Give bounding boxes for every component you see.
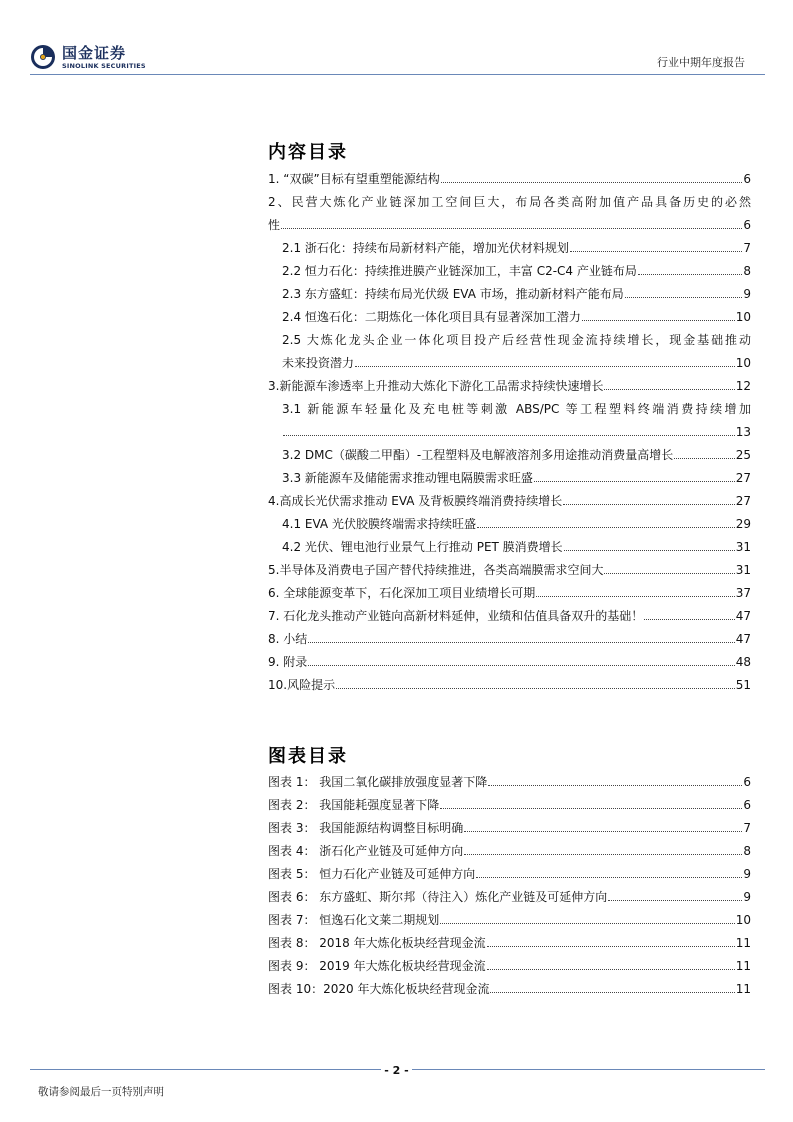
contents-entry[interactable]: [268, 193, 751, 239]
toc-entry-page[interactable]: 12: [735, 379, 751, 393]
contents-entry[interactable]: [268, 492, 751, 515]
dot-leader: [487, 945, 735, 947]
toc-entry-title: 10.风险提示: [268, 678, 336, 692]
page-header: [0, 0, 793, 80]
contents-entry[interactable]: [282, 285, 751, 308]
toc-entry-page[interactable]: 10: [735, 310, 751, 324]
toc-entry-page[interactable]: 7: [743, 241, 751, 255]
figure-entry[interactable]: [268, 934, 751, 957]
contents-entry[interactable]: [268, 170, 751, 193]
toc-entry-title: 2.1 浙石化：持续布局新材料产能，增加光伏材料规划: [282, 241, 569, 255]
contents-entry[interactable]: [282, 331, 751, 377]
dot-leader: [536, 595, 734, 597]
toc-entry-page[interactable]: 47: [735, 609, 751, 623]
company-logo: [30, 42, 190, 74]
contents-entry[interactable]: [282, 515, 751, 538]
toc-entry-title: 图表 1： 我国二氧化碳排放强度显著下降: [268, 775, 488, 789]
toc-entry-title: 2、民营大炼化产业链深加工空间巨大，布局各类高附加值产品具备历史的必然: [268, 195, 751, 209]
dot-leader: [582, 319, 735, 321]
toc-entry-title-continued: 性: [268, 218, 281, 232]
dot-leader: [355, 365, 735, 367]
page-number: - 2 -: [0, 1064, 793, 1077]
toc-entry-title: 3.1 新能源车轻量化及充电桩等刺激 ABS/PC 等工程塑料终端消费持续增加: [282, 402, 751, 416]
dot-leader: [534, 480, 735, 482]
toc-entry-title: 6. 全球能源变革下，石化深加工项目业绩增长可期: [268, 586, 536, 600]
dot-leader: [604, 572, 734, 574]
dot-leader: [440, 922, 734, 924]
contents-entry[interactable]: [282, 400, 751, 446]
contents-entry[interactable]: [282, 239, 751, 262]
toc-entry-title: 图表 3： 我国能源结构调整目标明确: [268, 821, 464, 835]
dot-leader: [464, 853, 742, 855]
toc-entry-title: 2.3 东方盛虹：持续布局光伏级 EVA 市场，推动新材料产能布局: [282, 287, 624, 301]
toc-entry-title: 2.5 大炼化龙头企业一体化项目投产后经营性现金流持续增长，现金基础推动: [282, 333, 751, 347]
dot-leader: [638, 273, 742, 275]
toc-entry-page[interactable]: 8: [743, 264, 751, 278]
toc-entry-title: 图表 9： 2019 年大炼化板块经营现金流: [268, 959, 486, 973]
toc-entry-page[interactable]: 47: [735, 632, 751, 646]
toc-entry-page[interactable]: 9: [743, 867, 751, 881]
dot-leader: [281, 227, 742, 229]
dot-leader: [308, 641, 734, 643]
toc-entry-title: 图表 4： 浙石化产业链及可延伸方向: [268, 844, 464, 858]
dot-leader: [487, 968, 735, 970]
contents-entry[interactable]: [282, 308, 751, 331]
dot-leader: [625, 296, 743, 298]
toc-entry-page[interactable]: 6: [743, 218, 751, 232]
figure-entry[interactable]: [268, 888, 751, 911]
toc-entry-page[interactable]: 48: [735, 655, 751, 669]
toc-entry-page[interactable]: 29: [735, 517, 751, 531]
dot-leader: [604, 388, 734, 390]
toc-entry-page[interactable]: 11: [735, 936, 751, 950]
dot-leader: [608, 899, 742, 901]
figure-entry[interactable]: [268, 796, 751, 819]
toc-entry-title: 图表 8： 2018 年大炼化板块经营现金流: [268, 936, 486, 950]
dot-leader: [476, 876, 742, 878]
dot-leader: [464, 830, 742, 832]
contents-title: 内容目录: [268, 142, 348, 163]
figure-entry[interactable]: [268, 865, 751, 888]
sinolink-logo-icon: [30, 44, 56, 70]
toc-entry-page[interactable]: 8: [743, 844, 751, 858]
report-type-label: 行业中期年度报告: [657, 56, 745, 69]
toc-entry-page[interactable]: 27: [735, 494, 751, 508]
figures-title: 图表目录: [268, 746, 348, 767]
contents-entry[interactable]: [282, 469, 751, 492]
toc-entry-page[interactable]: 6: [743, 172, 751, 186]
toc-entry-page[interactable]: 10: [735, 913, 751, 927]
toc-entry-page[interactable]: 9: [743, 890, 751, 904]
toc-entry-title: 9. 附录: [268, 655, 308, 669]
dot-leader: [308, 664, 734, 666]
contents-entry[interactable]: [268, 630, 751, 653]
logo-chinese-name: 国金证券: [62, 44, 127, 62]
toc-entry-title: 图表 2： 我国能耗强度显著下降: [268, 798, 440, 812]
toc-entry-title: 2.4 恒逸石化：二期炼化一体化项目具有显著深加工潜力: [282, 310, 581, 324]
dot-leader: [477, 526, 735, 528]
dot-leader: [336, 687, 735, 689]
toc-entry-page[interactable]: 9: [743, 287, 751, 301]
contents-entry[interactable]: [268, 607, 751, 630]
toc-entry-title: 3.3 新能源车及储能需求推动锂电隔膜需求旺盛: [282, 471, 533, 485]
toc-entry-title: 5.半导体及消费电子国产替代持续推进，各类高端膜需求空间大: [268, 563, 604, 577]
toc-entry-page[interactable]: 6: [743, 798, 751, 812]
toc-entry-page[interactable]: 31: [735, 540, 751, 554]
toc-entry-page[interactable]: 31: [735, 563, 751, 577]
contents-entry[interactable]: [268, 377, 751, 400]
dot-leader: [563, 503, 734, 505]
toc-entry-title: 4.2 光伏、锂电池行业景气上行推动 PET 膜消费增长: [282, 540, 563, 554]
toc-entry-page[interactable]: 10: [735, 356, 751, 370]
dot-leader: [564, 549, 735, 551]
toc-entry-page[interactable]: 6: [743, 775, 751, 789]
dot-leader: [283, 434, 735, 436]
dot-leader: [674, 457, 735, 459]
figure-entry[interactable]: [268, 957, 751, 980]
toc-entry-page[interactable]: 25: [735, 448, 751, 462]
toc-entry-title: 图表 10：2020 年大炼化板块经营现金流: [268, 982, 490, 996]
toc-entry-title: 8. 小结: [268, 632, 308, 646]
contents-entry[interactable]: [282, 446, 751, 469]
toc-entry-title: 4.1 EVA 光伏胶膜终端需求持续旺盛: [282, 517, 476, 531]
toc-entry-page[interactable]: 11: [735, 982, 751, 996]
toc-entry-title: 3.新能源车渗透率上升推动大炼化下游化工品需求持续快速增长: [268, 379, 604, 393]
figure-entry[interactable]: [268, 911, 751, 934]
toc-entry-title: 2.2 恒力石化：持续推进膜产业链深加工，丰富 C2-C4 产业链布局: [282, 264, 637, 278]
toc-entry-title: 7. 石化龙头推动产业链向高新材料延伸，业绩和估值具备双升的基础！: [268, 609, 644, 623]
toc-entry-title: 图表 7： 恒逸石化文莱二期规划: [268, 913, 440, 927]
toc-entry-title: 1. “双碳”目标有望重塑能源结构: [268, 172, 440, 186]
toc-entry-title: 4.高成长光伏需求推动 EVA 及背板膜终端消费持续增长: [268, 494, 563, 508]
figure-entry[interactable]: [268, 773, 751, 796]
contents-entry[interactable]: [268, 653, 751, 676]
contents-entry[interactable]: [268, 584, 751, 607]
dot-leader: [644, 618, 734, 620]
figure-entry[interactable]: [268, 842, 751, 865]
toc-entry-title: 3.2 DMC（碳酸二甲酯）-工程塑料及电解液溶剂多用途推动消费量高增长: [282, 448, 674, 462]
contents-entry[interactable]: [268, 561, 751, 584]
toc-entry-title: 图表 5： 恒力石化产业链及可延伸方向: [268, 867, 476, 881]
toc-entry-title-continued: 未来投资潜力: [282, 356, 355, 370]
contents-entry[interactable]: [282, 538, 751, 561]
dot-leader: [488, 784, 742, 786]
toc-entry-page[interactable]: 11: [735, 959, 751, 973]
toc-entry-page[interactable]: 27: [735, 471, 751, 485]
toc-entry-page[interactable]: 13: [735, 425, 751, 439]
toc-entry-title: 图表 6： 东方盛虹、斯尔邦（待注入）炼化产业链及可延伸方向: [268, 890, 608, 904]
header-divider: [30, 74, 765, 75]
dot-leader: [570, 250, 742, 252]
figure-entry[interactable]: [268, 819, 751, 842]
contents-list: [268, 170, 751, 699]
toc-entry-page[interactable]: 37: [735, 586, 751, 600]
dot-leader: [440, 807, 742, 809]
toc-entry-page[interactable]: 7: [743, 821, 751, 835]
contents-entry[interactable]: [268, 676, 751, 699]
figure-entry[interactable]: [268, 980, 751, 1003]
logo-english-name: SINOLINK SECURITIES: [62, 62, 146, 70]
contents-entry[interactable]: [282, 262, 751, 285]
dot-leader: [490, 991, 734, 993]
toc-entry-page[interactable]: 51: [735, 678, 751, 692]
figures-list: [268, 773, 751, 1003]
dot-leader: [441, 181, 743, 183]
disclaimer-text: 敬请参阅最后一页特别声明: [38, 1086, 164, 1098]
